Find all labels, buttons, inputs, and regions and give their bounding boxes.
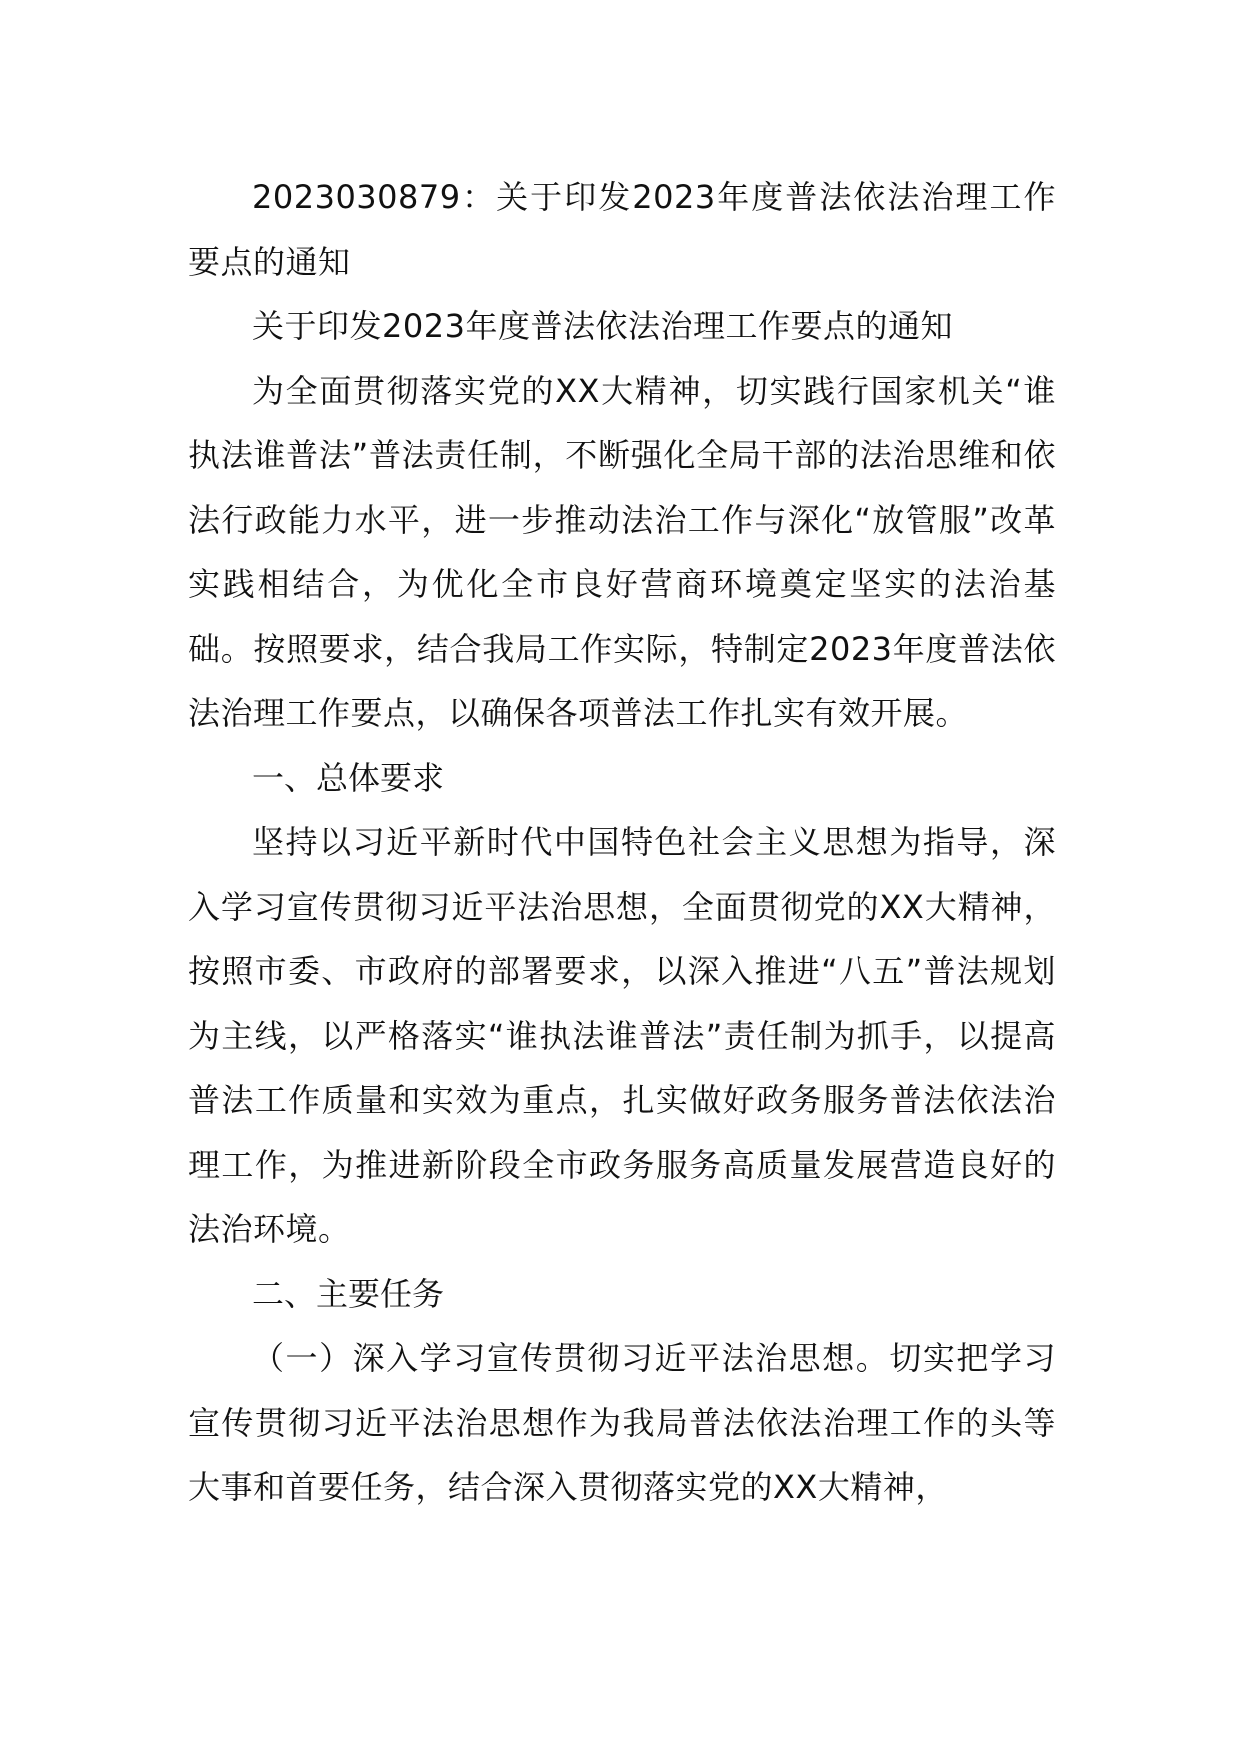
document-title-line: 2023030879：关于印发2023年度普法依法治理工作要点的通知 xyxy=(188,178,1056,281)
section-heading-general-requirements: 一、总体要求 xyxy=(252,758,445,797)
notice-title: 关于印发2023年度普法依法治理工作要点的通知 xyxy=(252,307,953,345)
intro-paragraph: 为全面贯彻落实党的XX大精神，切实践行国家机关“谁执法谁普法”普法责任制，不断强化全局干部的法治思维和依法行政能力水平，进一步推动法治工作与深化“放管服”改革实践相结合，为优化全市良好营商环境奠定坚实的法治基础。按照要求，结合我局工作实际，特制定2023年度普法依法治理工作要点，以确保各项普法工作扎实有效开展。 xyxy=(188,371,1056,732)
section-heading-main-tasks: 二、主要任务 xyxy=(252,1274,445,1313)
main-task-1-paragraph: （一）深入学习宣传贯彻习近平法治思想。切实把学习宣传贯彻习近平法治思想作为我局普法依法治理工作的头等大事和首要任务，结合深入贯彻落实党的XX大精神， xyxy=(188,1339,1056,1506)
general-requirements-paragraph: 坚持以习近平新时代中国特色社会主义思想为指导，深入学习宣传贯彻习近平法治思想，全面贯彻党的XX大精神，按照市委、市政府的部署要求，以深入推进“八五”普法规划为主线，以严格落实“谁执法谁普法”责任制为抓手，以提高普法工作质量和实效为重点，扎实做好政务服务普法依法治理工作，为推进新阶段全市政务服务高质量发展营造良好的法治环境。 xyxy=(188,823,1056,1248)
document-body xyxy=(188,165,1056,1520)
